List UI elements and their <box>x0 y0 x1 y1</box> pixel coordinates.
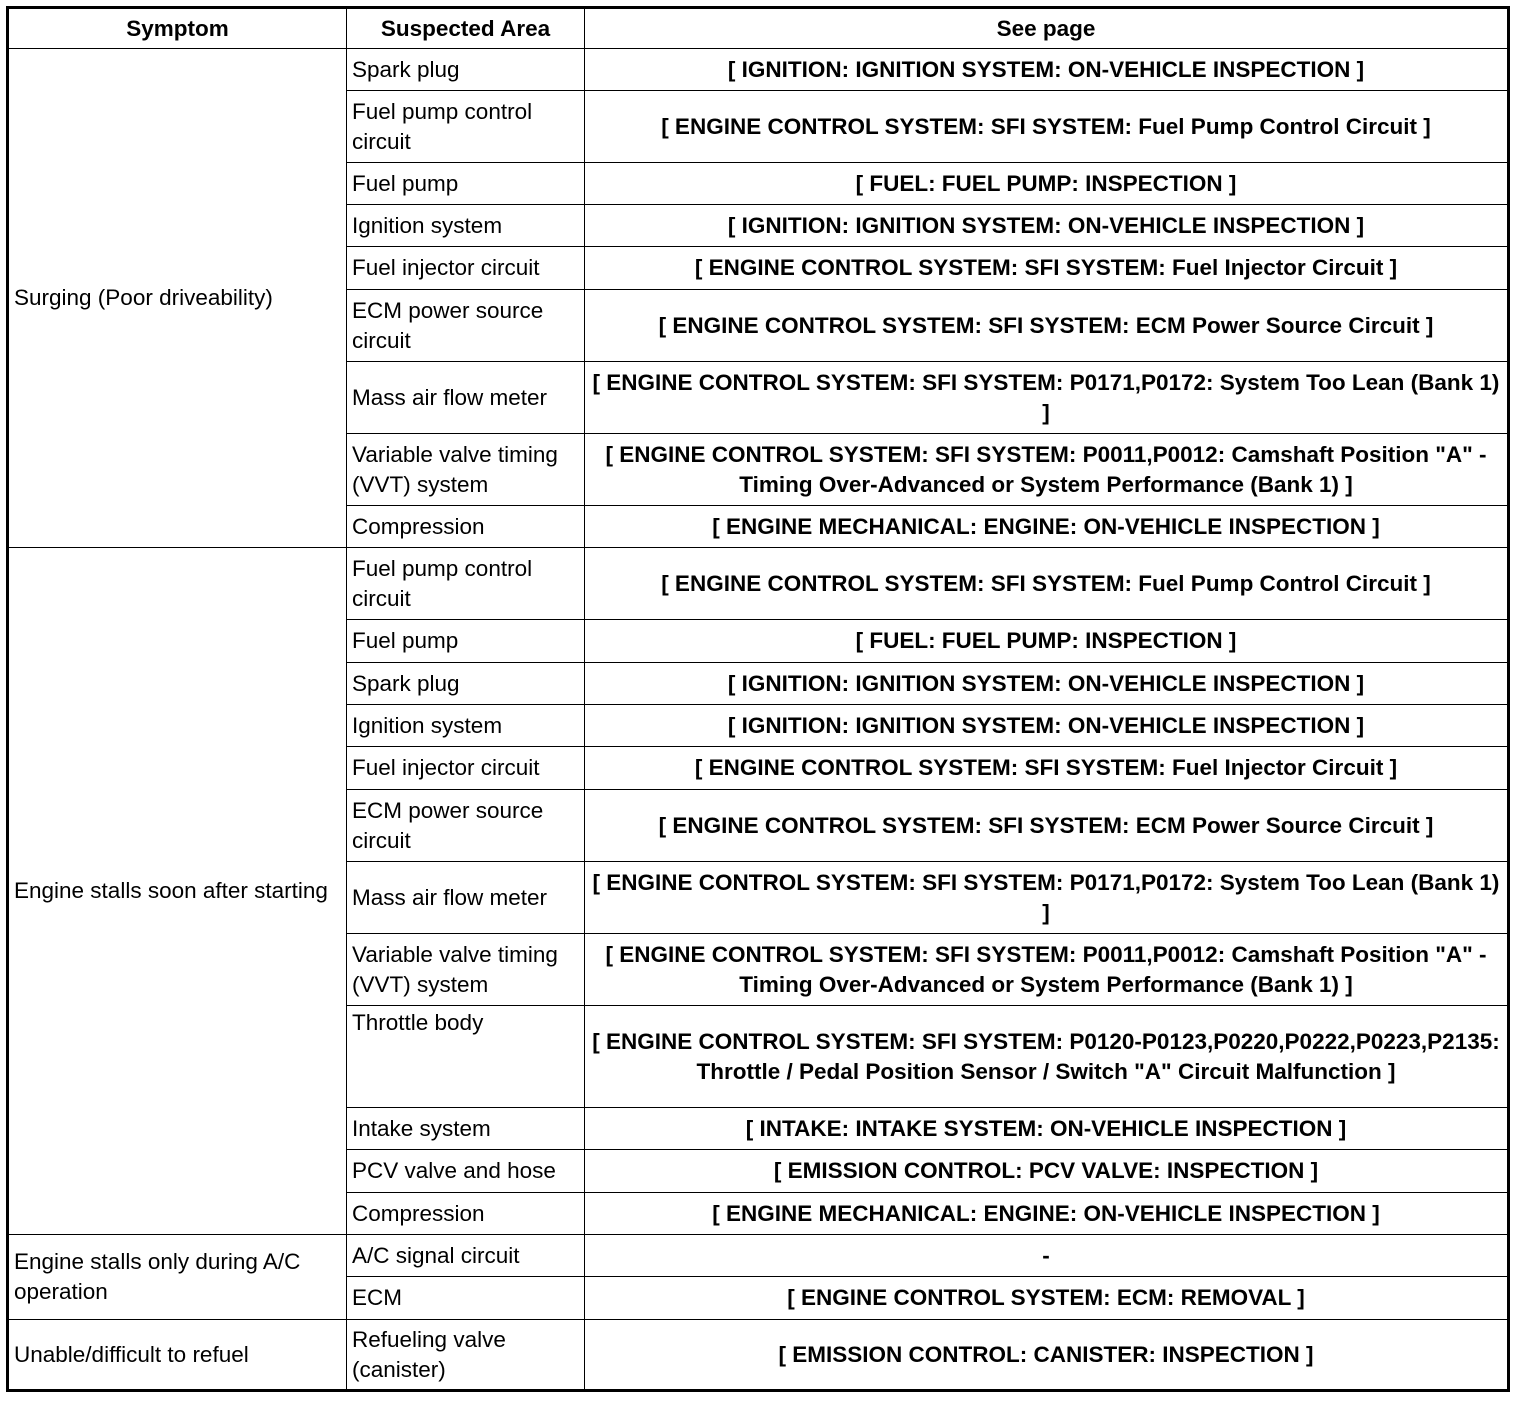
symptom-cell: Engine stalls only during A/C operation <box>8 1235 347 1320</box>
see-page-reference: [ IGNITION: IGNITION SYSTEM: ON-VEHICLE INSPECTION ] <box>585 705 1509 747</box>
see-page-reference: [ ENGINE CONTROL SYSTEM: ECM: REMOVAL ] <box>585 1277 1509 1320</box>
suspected-area-cell: Compression <box>347 1193 585 1235</box>
see-page-reference: [ IGNITION: IGNITION SYSTEM: ON-VEHICLE INSPECTION ] <box>585 663 1509 705</box>
see-page-reference: [ ENGINE MECHANICAL: ENGINE: ON-VEHICLE INSPECTION ] <box>585 506 1509 548</box>
see-page-reference: [ ENGINE MECHANICAL: ENGINE: ON-VEHICLE INSPECTION ] <box>585 1193 1509 1235</box>
see-page-reference: [ EMISSION CONTROL: CANISTER: INSPECTION ] <box>585 1320 1509 1391</box>
see-page-reference: [ ENGINE CONTROL SYSTEM: SFI SYSTEM: ECM Power Source Circuit ] <box>585 790 1509 862</box>
header-see-page: See page <box>585 8 1509 49</box>
see-page-reference: [ ENGINE CONTROL SYSTEM: SFI SYSTEM: P0120-P0123,P0220,P0222,P0223,P2135: Throttle / Pedal Position Sensor / Switch "A" Circuit Malfunction ] <box>585 1006 1509 1108</box>
suspected-area-cell: Throttle body <box>347 1006 585 1108</box>
see-page-reference: [ FUEL: FUEL PUMP: INSPECTION ] <box>585 163 1509 205</box>
suspected-area-cell: Fuel injector circuit <box>347 747 585 790</box>
suspected-area-cell: ECM power source circuit <box>347 790 585 862</box>
see-page-reference: [ ENGINE CONTROL SYSTEM: SFI SYSTEM: P0011,P0012: Camshaft Position "A" - Timing Over-Advanced or System Performance (Bank 1) ] <box>585 934 1509 1006</box>
see-page-reference: [ ENGINE CONTROL SYSTEM: SFI SYSTEM: Fuel Injector Circuit ] <box>585 747 1509 790</box>
see-page-reference: [ INTAKE: INTAKE SYSTEM: ON-VEHICLE INSPECTION ] <box>585 1108 1509 1150</box>
see-page-reference: [ IGNITION: IGNITION SYSTEM: ON-VEHICLE INSPECTION ] <box>585 49 1509 91</box>
suspected-area-cell: Intake system <box>347 1108 585 1150</box>
suspected-area-cell: Mass air flow meter <box>347 862 585 934</box>
suspected-area-cell: ECM <box>347 1277 585 1320</box>
table-row <box>8 49 1509 91</box>
suspected-area-cell: Variable valve timing (VVT) system <box>347 934 585 1006</box>
see-page-reference: [ ENGINE CONTROL SYSTEM: SFI SYSTEM: Fuel Injector Circuit ] <box>585 247 1509 290</box>
suspected-area-cell: Compression <box>347 506 585 548</box>
suspected-area-cell: Ignition system <box>347 205 585 247</box>
see-page-reference: [ ENGINE CONTROL SYSTEM: SFI SYSTEM: ECM Power Source Circuit ] <box>585 290 1509 362</box>
see-page-reference: - <box>585 1235 1509 1277</box>
suspected-area-cell: Spark plug <box>347 49 585 91</box>
header-row <box>8 8 1509 49</box>
see-page-reference: [ ENGINE CONTROL SYSTEM: SFI SYSTEM: Fuel Pump Control Circuit ] <box>585 548 1509 620</box>
troubleshooting-table-container <box>6 6 1510 1392</box>
see-page-reference: [ FUEL: FUEL PUMP: INSPECTION ] <box>585 620 1509 663</box>
see-page-reference: [ ENGINE CONTROL SYSTEM: SFI SYSTEM: P0171,P0172: System Too Lean (Bank 1) ] <box>585 862 1509 934</box>
suspected-area-cell: ECM power source circuit <box>347 290 585 362</box>
see-page-reference: [ EMISSION CONTROL: PCV VALVE: INSPECTION ] <box>585 1150 1509 1193</box>
see-page-reference: [ IGNITION: IGNITION SYSTEM: ON-VEHICLE INSPECTION ] <box>585 205 1509 247</box>
table-row <box>8 1235 1509 1277</box>
suspected-area-cell: Fuel pump control circuit <box>347 548 585 620</box>
suspected-area-cell: A/C signal circuit <box>347 1235 585 1277</box>
suspected-area-cell: Fuel pump <box>347 163 585 205</box>
header-symptom: Symptom <box>8 8 347 49</box>
suspected-area-cell: Refueling valve (canister) <box>347 1320 585 1391</box>
suspected-area-cell: Fuel pump control circuit <box>347 91 585 163</box>
suspected-area-cell: Fuel pump <box>347 620 585 663</box>
see-page-reference: [ ENGINE CONTROL SYSTEM: SFI SYSTEM: Fuel Pump Control Circuit ] <box>585 91 1509 163</box>
table-body <box>8 49 1509 1391</box>
table-row <box>8 548 1509 620</box>
table-row <box>8 1320 1509 1391</box>
suspected-area-cell: Spark plug <box>347 663 585 705</box>
troubleshooting-table <box>6 6 1510 1392</box>
suspected-area-cell: Mass air flow meter <box>347 362 585 434</box>
header-suspected-area: Suspected Area <box>347 8 585 49</box>
suspected-area-cell: Variable valve timing (VVT) system <box>347 434 585 506</box>
symptom-cell: Engine stalls soon after starting <box>8 548 347 1235</box>
see-page-reference: [ ENGINE CONTROL SYSTEM: SFI SYSTEM: P0011,P0012: Camshaft Position "A" - Timing Over-Advanced or System Performance (Bank 1) ] <box>585 434 1509 506</box>
suspected-area-cell: Ignition system <box>347 705 585 747</box>
suspected-area-cell: PCV valve and hose <box>347 1150 585 1193</box>
see-page-reference: [ ENGINE CONTROL SYSTEM: SFI SYSTEM: P0171,P0172: System Too Lean (Bank 1) ] <box>585 362 1509 434</box>
symptom-cell: Unable/difficult to refuel <box>8 1320 347 1391</box>
symptom-cell: Surging (Poor driveability) <box>8 49 347 548</box>
suspected-area-cell: Fuel injector circuit <box>347 247 585 290</box>
